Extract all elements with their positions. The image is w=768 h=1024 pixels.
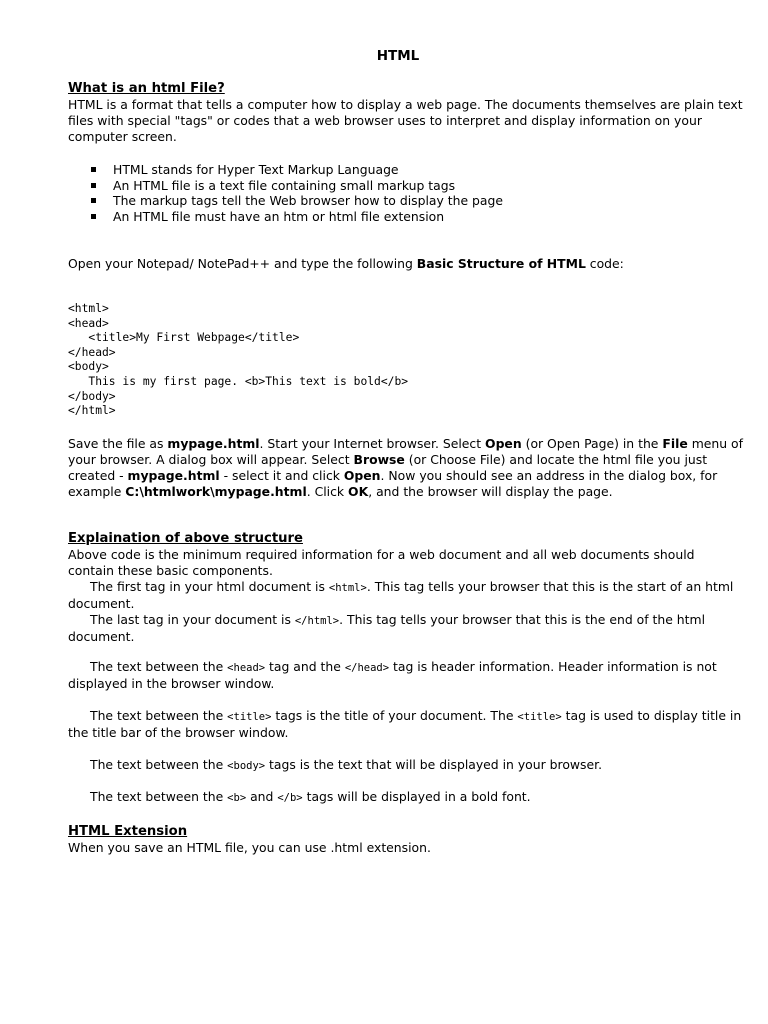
- text-span: , and the browser will display the page.: [368, 484, 613, 499]
- text-span: tag is header information. Header information is not displayed in the browser window.: [68, 659, 717, 691]
- inline-code: <title>: [517, 711, 562, 723]
- inline-code: <title>: [227, 711, 272, 723]
- explanation-body: [68, 757, 744, 774]
- text-span: The text between the: [90, 708, 228, 723]
- text-span: . Now you should see an address in the dialog box, for example: [68, 468, 718, 499]
- bold-text: OK: [348, 484, 369, 499]
- bold-text: File: [662, 436, 688, 451]
- list-item: The markup tags tell the Web browser how to display the page: [68, 193, 744, 209]
- save-instructions: [68, 436, 744, 500]
- explanation-paragraph: [68, 612, 744, 645]
- explanation-intro: Above code is the minimum required information for a web document and all web documents should contain these basic components.: [68, 547, 695, 578]
- bullet-list: [68, 162, 744, 224]
- bold-text: Basic Structure of HTML: [416, 256, 586, 271]
- bold-text: mypage.html: [127, 468, 220, 483]
- text-span: . This tag tells your browser that this is the start of an html document.: [68, 579, 734, 611]
- text-span: The last tag in your document is: [90, 612, 295, 627]
- explanation-paragraph: [68, 757, 744, 774]
- text-span: code:: [585, 256, 624, 271]
- explanation-paragraph: [68, 708, 744, 741]
- text-span: tags is the title of your document. The: [271, 708, 518, 723]
- extension-paragraph: When you save an HTML file, you can use .html extension.: [68, 840, 431, 855]
- text-span: and: [246, 789, 278, 804]
- text-span: Save the file as: [68, 436, 168, 451]
- list-item: HTML stands for Hyper Text Markup Language: [68, 162, 744, 178]
- explanation-head: [68, 659, 744, 692]
- inline-code: </b>: [277, 792, 303, 804]
- save-paragraph: [68, 436, 744, 500]
- text-span: The first tag in your html document is: [90, 579, 329, 594]
- bold-text: Browse: [353, 452, 405, 467]
- text-span: tags will be displayed in a bold font.: [302, 789, 531, 804]
- text-span: The text between the: [90, 757, 228, 772]
- section-heading: What is an html File?: [68, 81, 225, 96]
- section-heading: HTML Extension: [68, 824, 188, 839]
- inline-code: <b>: [227, 792, 247, 804]
- inline-code: </html>: [294, 615, 340, 627]
- code-line: <head>: [68, 316, 109, 330]
- inline-code: <head>: [227, 662, 266, 674]
- inline-code: </head>: [344, 662, 390, 674]
- list-item: An HTML file must have an htm or html file extension: [68, 209, 744, 225]
- text-span: . This tag tells your browser that this is the end of the html document.: [68, 612, 706, 644]
- code-line: <title>My First Webpage</title>: [68, 331, 300, 345]
- inline-code: <body>: [227, 760, 266, 772]
- explanation-paragraph: [68, 579, 744, 612]
- code-line: <body>: [68, 360, 109, 374]
- text-span: tag is used to display title in the title bar of the browser window.: [68, 708, 742, 740]
- text-span: tag and the: [265, 659, 345, 674]
- section-html-extension: [68, 823, 744, 856]
- inline-code: <html>: [328, 582, 367, 594]
- code-line: </body>: [68, 389, 116, 403]
- explanation-paragraph: [68, 659, 744, 692]
- bullet-list-container: [68, 162, 744, 224]
- code-line: This is my first page. <b>This text is bold</b>: [68, 374, 409, 388]
- text-span: . Start your Internet browser. Select: [259, 436, 486, 451]
- explanation-title: [68, 708, 744, 741]
- bold-text: Open: [485, 436, 522, 451]
- text-span: (or Open Page) in the: [521, 436, 663, 451]
- text-span: tags is the text that will be displayed in your browser.: [265, 757, 603, 772]
- text-span: menu of your browser. A dialog box will appear. Select: [68, 436, 743, 467]
- code-block: [68, 302, 744, 419]
- explanation-paragraph: [68, 789, 744, 806]
- open-instruction: [68, 256, 744, 272]
- explanation-bold: [68, 789, 744, 806]
- bold-text: mypage.html: [167, 436, 260, 451]
- text-span: The text between the: [90, 789, 228, 804]
- text-span: (or Choose File) and locate the html file you just created -: [68, 452, 708, 483]
- section-heading: Explaination of above structure: [68, 531, 303, 546]
- open-instruction-text: [68, 256, 744, 272]
- bold-text: Open: [343, 468, 381, 483]
- code-line: <html>: [68, 302, 109, 315]
- text-span: - select it and click: [219, 468, 344, 483]
- text-span: Open your Notepad/ NotePad++ and type the following: [68, 256, 417, 271]
- intro-paragraph: HTML is a format that tells a computer how to display a web page. The documents themselves are plain text files with special "tags" or codes that a web browser uses to interpret and display information on your computer screen.: [68, 97, 743, 144]
- text-span: The text between the: [90, 659, 228, 674]
- code-line: </head>: [68, 345, 116, 359]
- list-item: An HTML file is a text file containing small markup tags: [68, 178, 744, 194]
- code-line: </html>: [68, 404, 116, 418]
- section-explanation: [68, 530, 744, 645]
- page-title: HTML: [376, 48, 420, 64]
- text-span: . Click: [306, 484, 349, 499]
- bold-text: C:\htmlwork\mypage.html: [125, 484, 307, 499]
- section-what-is-html: [68, 80, 744, 145]
